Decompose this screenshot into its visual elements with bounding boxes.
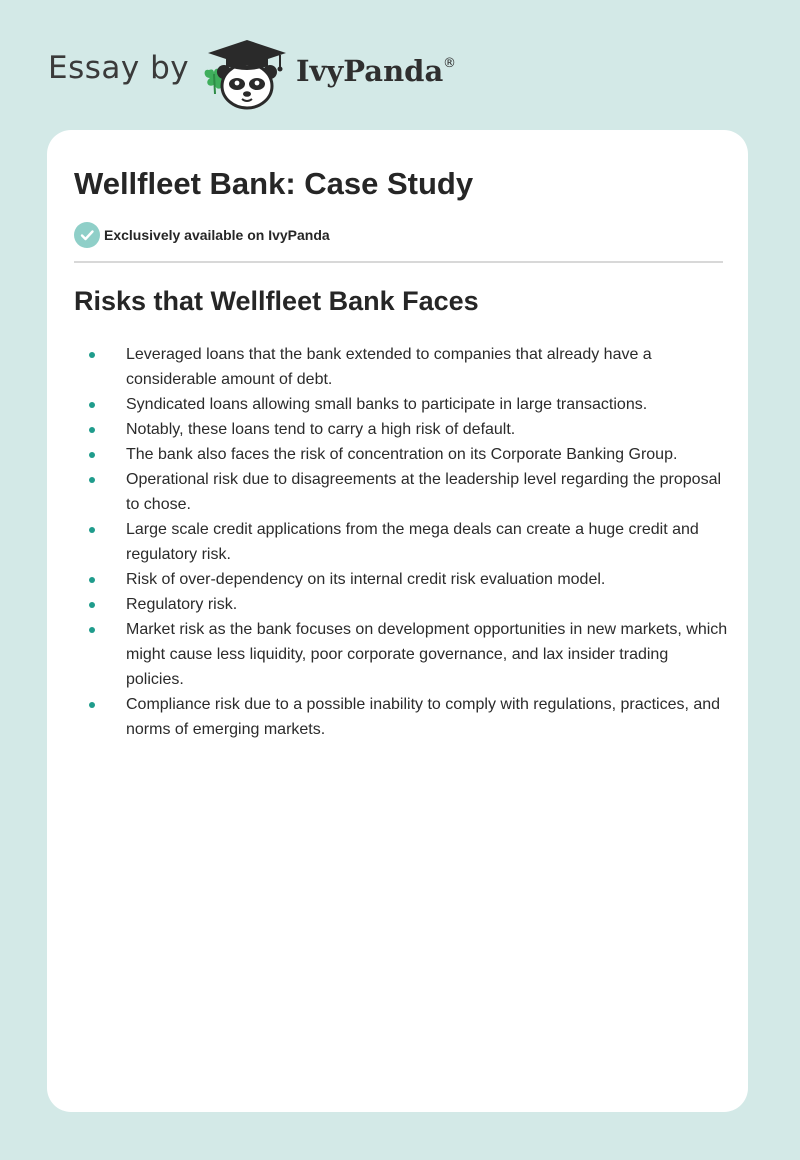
section-heading: Risks that Wellfleet Bank Faces <box>74 286 479 316</box>
list-item <box>126 392 728 417</box>
list-item <box>126 592 728 617</box>
list-item-text: Large scale credit applications from the mega deals can create a huge credit and regulatory risk. <box>126 521 699 563</box>
list-item <box>126 342 728 392</box>
list-item <box>126 417 728 442</box>
list-item <box>126 467 728 517</box>
list-item <box>126 692 728 742</box>
site-header <box>0 0 800 130</box>
bullet-dot-icon <box>89 527 95 533</box>
list-item-text: Syndicated loans allowing small banks to participate in large transactions. <box>126 396 648 413</box>
list-item-text: Risk of over-dependency on its internal credit risk evaluation model. <box>126 571 606 588</box>
risk-list <box>126 342 728 742</box>
list-item <box>126 442 728 467</box>
bullet-dot-icon <box>89 352 95 358</box>
bullet-dot-icon <box>89 452 95 458</box>
bullet-dot-icon <box>89 577 95 583</box>
bullet-dot-icon <box>89 402 95 408</box>
badge-label: Exclusively available on IvyPanda <box>104 227 330 243</box>
list-item <box>126 617 728 692</box>
list-item <box>126 567 728 592</box>
page-title: Wellfleet Bank: Case Study <box>74 166 474 201</box>
list-item-text: Notably, these loans tend to carry a high risk of default. <box>126 421 516 438</box>
registered-mark: ® <box>443 56 456 71</box>
list-item <box>126 517 728 567</box>
list-item-text: Market risk as the bank focuses on development opportunities in new markets, which might cause less liquidity, poor corporate governance, and lax insider trading policies. <box>126 621 728 688</box>
document-card <box>47 130 748 1112</box>
bullet-dot-icon <box>89 427 95 433</box>
bullet-dot-icon <box>89 702 95 708</box>
essay-by-label: Essay by <box>48 50 190 86</box>
bullet-dot-icon <box>89 602 95 608</box>
list-item-text: Compliance risk due to a possible inability to comply with regulations, practices, and norms of emerging markets. <box>126 696 721 738</box>
list-item-text: Operational risk due to disagreements at the leadership level regarding the proposal to chose. <box>126 471 722 513</box>
list-item-text: The bank also faces the risk of concentration on its Corporate Banking Group. <box>126 446 678 463</box>
panda-graduate-icon[interactable] <box>202 36 292 110</box>
check-circle-icon <box>74 222 100 248</box>
list-item-text: Leveraged loans that the bank extended to companies that already have a considerable amount of debt. <box>126 346 652 388</box>
divider <box>74 261 723 263</box>
brand-name[interactable]: IvyPanda <box>296 54 444 88</box>
bullet-dot-icon <box>89 477 95 483</box>
list-item-text: Regulatory risk. <box>126 596 238 613</box>
bullet-dot-icon <box>89 627 95 633</box>
